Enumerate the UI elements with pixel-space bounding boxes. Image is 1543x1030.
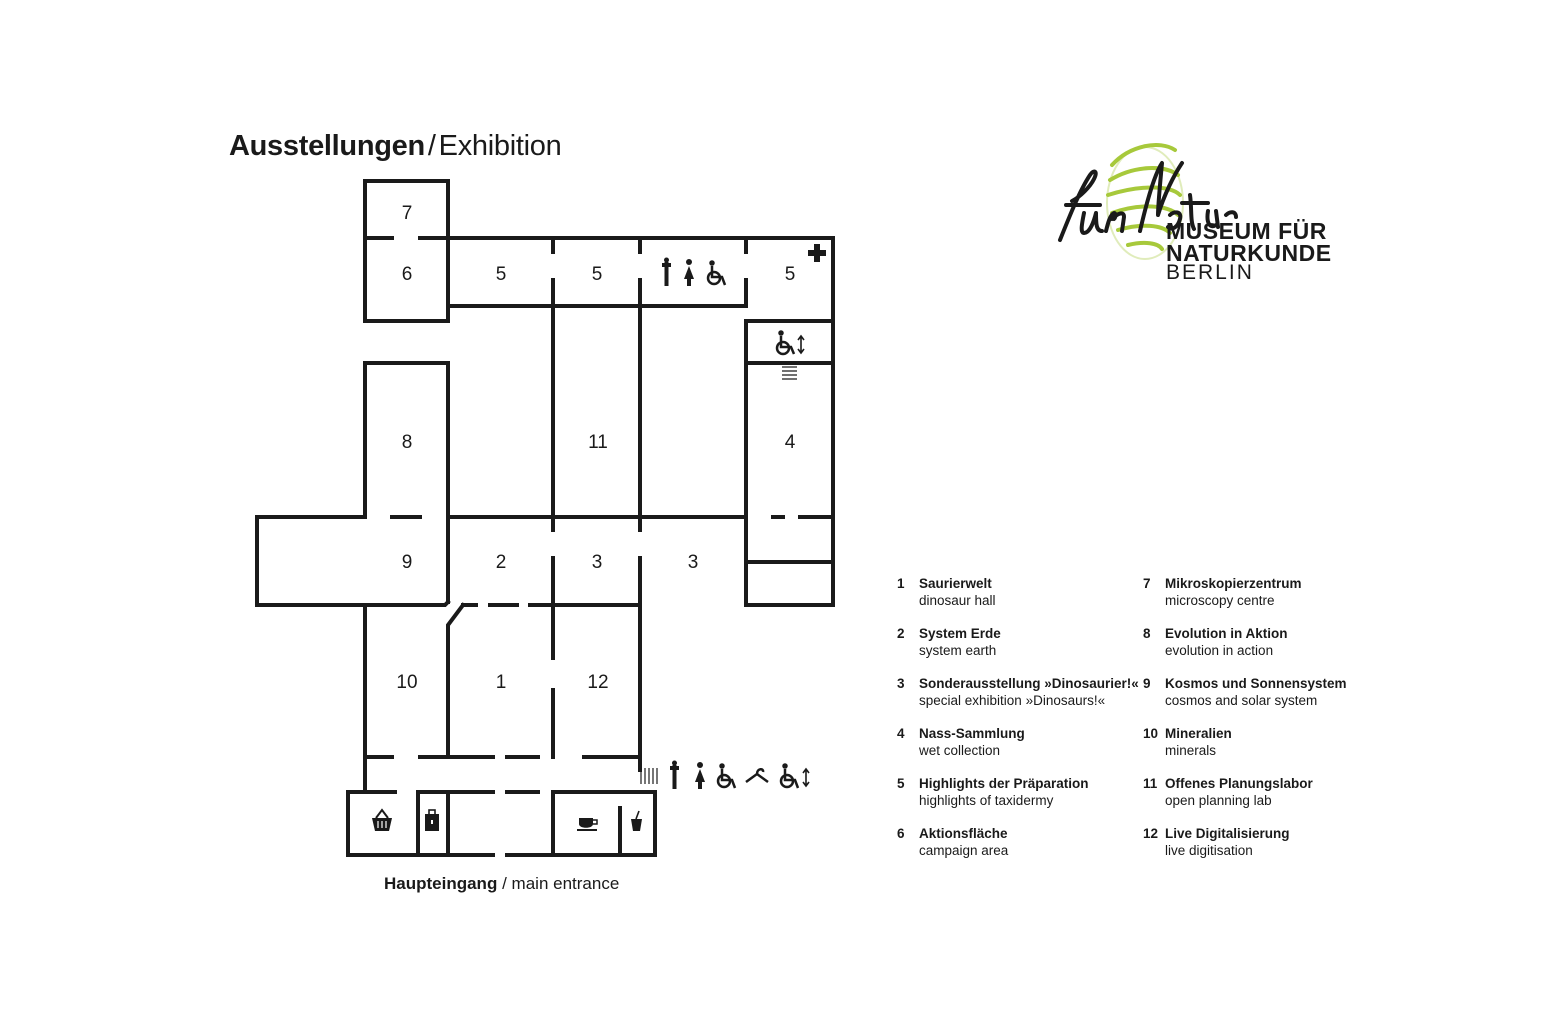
legend-english: wet collection — [919, 743, 1001, 758]
room-label-5c: 5 — [784, 264, 796, 285]
locker-icon — [425, 810, 439, 831]
legend-german: Saurierwelt — [919, 576, 992, 591]
room-label-7: 7 — [401, 203, 413, 224]
room-labels — [396, 203, 795, 693]
room-label-5b: 5 — [591, 264, 603, 285]
female-toilet-icon — [684, 259, 694, 286]
legend-german: Evolution in Aktion — [1165, 626, 1288, 641]
stairs-icon-lower — [641, 768, 657, 784]
legend-item-12 — [1143, 825, 1503, 865]
legend-number: 7 — [1143, 576, 1151, 591]
cafe-icon — [577, 818, 597, 831]
legend-number: 9 — [1143, 676, 1151, 691]
room-label-11: 11 — [588, 432, 608, 453]
legend-number: 12 — [1143, 826, 1159, 841]
legend-german: System Erde — [919, 626, 1001, 641]
legend-number: 5 — [897, 776, 905, 791]
legend-number: 10 — [1143, 726, 1159, 741]
legend-english: cosmos and solar system — [1165, 693, 1318, 708]
legend-german: Offenes Planungslabor — [1165, 776, 1313, 791]
legend-english: open planning lab — [1165, 793, 1272, 808]
legend-english: system earth — [919, 643, 997, 658]
room-label-4: 4 — [784, 432, 796, 453]
legend-number: 8 — [1143, 626, 1151, 641]
room-label-10: 10 — [396, 672, 418, 693]
wheelchair-icon-lower — [718, 765, 735, 789]
entrance-english: main entrance — [511, 874, 620, 893]
title-english: Exhibition — [438, 130, 562, 162]
legend-german: Sonderausstellung »Dinosaurier!« — [919, 676, 1139, 691]
entrance-german: Haupteingang — [384, 874, 498, 893]
room-label-8: 8 — [401, 432, 413, 453]
logo-line-museum-fuer: MUSEUM FÜR — [1166, 218, 1327, 244]
room-label-3b: 3 — [687, 552, 699, 573]
legend-item-11 — [1143, 775, 1503, 815]
stairs-icon — [782, 367, 797, 379]
shop-basket-icon — [372, 810, 392, 831]
room-label-1: 1 — [495, 672, 507, 693]
cloakroom-icon — [746, 769, 768, 782]
elevator-icon — [777, 332, 804, 355]
legend-item-10 — [1143, 725, 1503, 765]
main-entrance-label — [384, 874, 619, 894]
legend-item-7 — [1143, 575, 1503, 615]
legend-german: Kosmos und Sonnensystem — [1165, 676, 1347, 691]
legend-number: 4 — [897, 726, 905, 741]
room-label-3a: 3 — [591, 552, 603, 573]
legend-english: minerals — [1165, 743, 1217, 758]
floor-plan-walls — [257, 181, 833, 855]
title-separator: / — [427, 130, 436, 162]
room-label-2: 2 — [495, 552, 507, 573]
room-label-6: 6 — [401, 264, 413, 285]
legend-item-9 — [1143, 675, 1503, 715]
wheelchair-icon — [708, 262, 725, 286]
male-toilet-icon — [662, 258, 671, 287]
male-toilet-icon-lower — [670, 761, 679, 790]
museum-logo — [1050, 135, 1350, 295]
legend-item-8 — [1143, 625, 1503, 665]
legend-german: Live Digitalisierung — [1165, 826, 1290, 841]
legend-english: highlights of taxidermy — [919, 793, 1054, 808]
legend-german: Mineralien — [1165, 726, 1232, 741]
logo-line-berlin: BERLIN — [1166, 261, 1254, 284]
legend-english: special exhibition »Dinosaurs!« — [919, 693, 1106, 708]
legend-german: Aktionsfläche — [919, 826, 1008, 841]
legend-english: evolution in action — [1165, 643, 1274, 658]
trash-icon — [631, 811, 642, 831]
room-label-12: 12 — [587, 672, 609, 693]
first-aid-icon — [808, 244, 826, 262]
logo-line-naturkunde: NATURKUNDE — [1166, 240, 1332, 266]
elevator-icon-lower — [781, 765, 809, 789]
legend-english: dinosaur hall — [919, 593, 996, 608]
female-toilet-icon-lower — [695, 762, 705, 789]
room-label-5a: 5 — [495, 264, 507, 285]
legend-german: Mikroskopierzentrum — [1165, 576, 1302, 591]
room-label-9: 9 — [401, 552, 413, 573]
title-german: Ausstellungen — [229, 130, 425, 162]
legend-number: 3 — [897, 676, 905, 691]
legend-german: Highlights der Präparation — [919, 776, 1089, 791]
legend-german: Nass-Sammlung — [919, 726, 1025, 741]
legend-number: 11 — [1143, 776, 1158, 791]
legend-english: live digitisation — [1165, 843, 1253, 858]
legend-number: 6 — [897, 826, 905, 841]
legend-number: 1 — [897, 576, 905, 591]
entrance-separator: / — [502, 874, 507, 893]
legend-number: 2 — [897, 626, 905, 641]
legend-english: microscopy centre — [1165, 593, 1275, 608]
legend-english: campaign area — [919, 843, 1009, 858]
